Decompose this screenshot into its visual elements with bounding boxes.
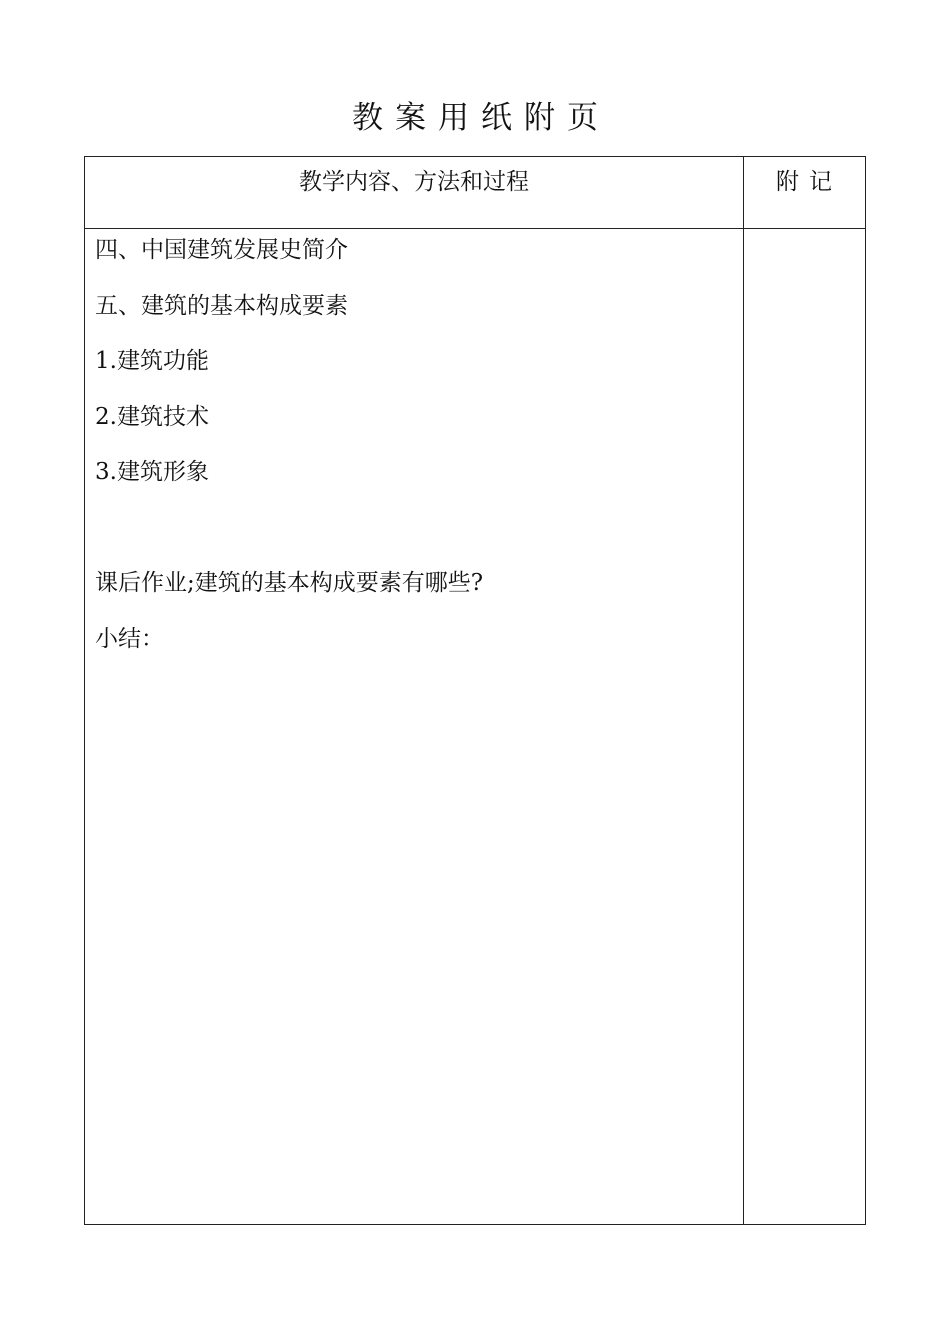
column-divider — [743, 157, 744, 1224]
page-title — [0, 96, 950, 140]
content-line-summary: 小结： — [95, 625, 164, 652]
content-line-elements: 五、建筑的基本构成要素 — [95, 292, 348, 319]
content-cell — [95, 235, 735, 679]
page-title-char: 页 — [567, 100, 598, 136]
content-line-homework: 课后作业;建筑的基本构成要素有哪些? — [95, 570, 484, 596]
header-notes: 附记 — [776, 169, 842, 195]
page-title-char: 纸 — [481, 100, 512, 136]
content-line-technology: 2.建筑技术 — [95, 403, 209, 430]
notes-cell — [745, 230, 865, 1224]
lesson-plan-table — [84, 156, 866, 1225]
page-title-char: 教 — [352, 100, 383, 136]
content-line-function: 1.建筑功能 — [95, 348, 209, 374]
content-line-image: 3.建筑形象 — [95, 459, 209, 485]
page-title-char: 用 — [438, 100, 469, 136]
header-divider — [85, 228, 865, 229]
content-line-history: 四、中国建筑发展史简介 — [95, 237, 348, 263]
page-title-char: 案 — [395, 100, 426, 136]
header-content-method-process: 教学内容、方法和过程 — [299, 169, 529, 195]
page-title-char: 附 — [524, 100, 555, 136]
